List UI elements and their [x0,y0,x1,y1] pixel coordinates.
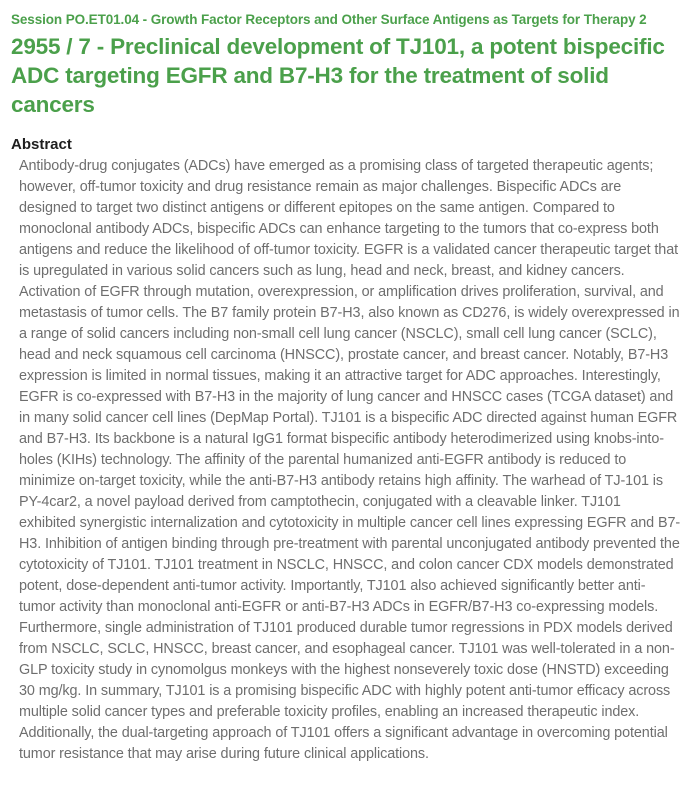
page-title: 2955 / 7 - Preclinical development of TJ101, a potent bispecific ADC targeting EGFR and B7-H3 for the treatment of solid cancers [11,34,665,117]
abstract-heading: Abstract [11,136,72,153]
session-header: Session PO.ET01.04 - Growth Factor Receptors and Other Surface Antigens as Targets for Therapy 2 [11,12,647,27]
abstract-body-text: Antibody-drug conjugates (ADCs) have emerged as a promising class of targeted therapeutic agents; however, off-tumor toxicity and drug resistance remain as major challenges. Bispecific ADCs are designed to target two distinct antigens or different epitopes on the same antigen. Compared to monoclonal antibody ADCs, bispecific ADCs can enhance targeting to the tumors that co-express both antigens and reduce the likelihood of off-tumor toxicity. EGFR is a validated cancer therapeutic target that is upregulated in various solid cancers such as lung, head and neck, breast, and kidney cancers. Activation of EGFR through mutation, overexpression, or amplification drives proliferation, survival, and metastasis of tumor cells. The B7 family protein B7-H3, also known as CD276, is widely overexpressed in a range of solid cancers including non-small cell lung cancer (NSCLC), small cell lung cancer (SCLC), head and neck squamous cell carcinoma (HNSCC), prostate cancer, and breast cancer. Notably, B7-H3 expression is limited in normal tissues, making it an attractive target for ADC approaches. Interestingly, EGFR is co-expressed with B7-H3 in the majority of lung cancer and HNSCC cases (TCGA dataset) and in many solid cancer cell lines (DepMap Portal). TJ101 is a bispecific ADC directed against human EGFR and B7-H3. Its backbone is a natural IgG1 format bispecific antibody heterodimerized using knobs-into-holes (KIHs) technology. The affinity of the parental humanized anti-EGFR antibody is reduced to minimize on-target toxicity, while the anti-B7-H3 antibody retains high affinity. The warhead of TJ-101 is PY-4car2, a novel payload derived from camptothecin, conjugated with a cleavable linker. TJ101 exhibited synergistic internalization and cytotoxicity in multiple cancer cell lines expressing EGFR and B7-H3. Inhibition of antigen binding through pre-treatment with parental unconjugated antibody prevented the cytotoxicity of TJ101. TJ101 treatment in NSCLC, HNSCC, and colon cancer CDX models demonstrated potent, dose-dependent anti-tumor activity. Importantly, TJ101 also achieved significantly better anti-tumor activity than monoclonal anti-EGFR or anti-B7-H3 ADCs in EGFR/B7-H3 co-expressing models. Furthermore, single administration of TJ101 produced durable tumor regressions in PDX models derived from NSCLC, SCLC, HNSCC, breast cancer, and esophageal cancer. TJ101 was well-tolerated in a non-GLP toxicity study in cynomolgus monkeys with the highest nonseverely toxic dose (HNSTD) exceeding 30 mg/kg. In summary, TJ101 is a promising bispecific ADC with highly potent anti-tumor efficacy across multiple solid cancer types and preferable toxicity profiles, enabling an increased therapeutic index. Additionally, the dual-targeting approach of TJ101 offers a significant advantage in overcoming potential tumor resistance that may arise during future clinical applications. [19,158,681,762]
abstract-section [11,135,682,765]
